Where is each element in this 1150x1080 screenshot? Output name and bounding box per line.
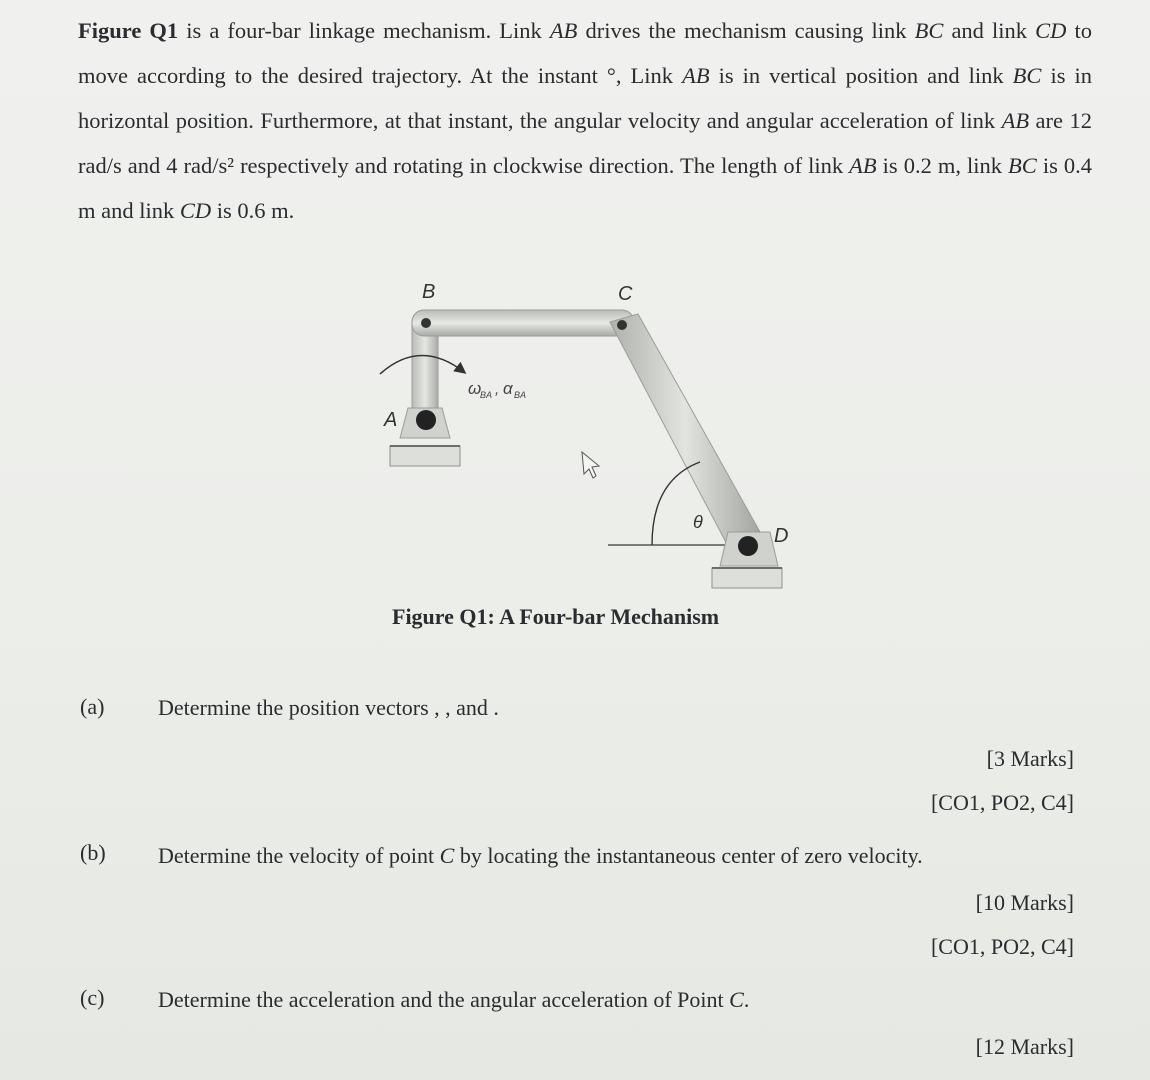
question-c-marks: [12 Marks] xyxy=(975,1034,1074,1059)
svg-text:BA: BA xyxy=(514,390,527,400)
label-d: D xyxy=(774,525,789,547)
pin-support-d xyxy=(712,532,782,588)
question-b-marks: [10 Marks] xyxy=(975,890,1074,915)
question-a-outcomes: [CO1, PO2, C4] xyxy=(930,790,1074,815)
mouse-cursor-icon xyxy=(582,452,599,478)
label-theta: θ xyxy=(693,512,703,532)
joint-c xyxy=(617,320,627,330)
joint-b xyxy=(421,318,431,328)
question-a-text: Determine the position vectors , , and . xyxy=(158,695,499,720)
question-c-label: (c) xyxy=(80,985,105,1010)
label-a: A xyxy=(384,409,398,431)
label-c: C xyxy=(618,283,633,305)
question-b-text: Determine the velocity of point C by locating the instantaneous center of zero velocity. xyxy=(158,843,923,868)
label-b: B xyxy=(422,281,436,303)
label-omega-alpha xyxy=(468,379,526,400)
question-a-marks: [3 Marks] xyxy=(986,746,1074,771)
link-cd xyxy=(610,314,760,550)
question-b-outcomes: [CO1, PO2, C4] xyxy=(930,934,1074,959)
svg-text:ω: ω xyxy=(468,379,482,398)
pin-support-a xyxy=(390,408,460,466)
svg-text:α: α xyxy=(503,379,513,398)
figure-ref: Figure Q1 xyxy=(78,18,179,43)
question-b-label: (b) xyxy=(80,840,106,865)
svg-text:,: , xyxy=(495,381,500,398)
question-a-label: (a) xyxy=(80,694,105,719)
problem-statement: Figure Q1 is a four-bar linkage mechanism. Link AB drives the mechanism causing link BC and link CD to move according to the desired trajectory. At the instant °, Link AB is in vertical position and link BC is in horizontal position. Furthermore, at that instant, the angular velocity and angular acceleration of link AB are 12 rad/s and 4 rad/s² respectively and rotating in clockwise direction. The length of link AB is 0.2 m, link BC is 0.4 m and link CD is 0.6 m. xyxy=(78,18,1093,223)
question-c-text: Determine the acceleration and the angular acceleration of Point C. xyxy=(158,987,750,1012)
four-bar-mechanism-diagram xyxy=(360,270,820,600)
link-bc xyxy=(412,310,634,336)
figure-caption: Figure Q1: A Four-bar Mechanism xyxy=(392,604,720,629)
svg-text:BA: BA xyxy=(480,390,493,400)
